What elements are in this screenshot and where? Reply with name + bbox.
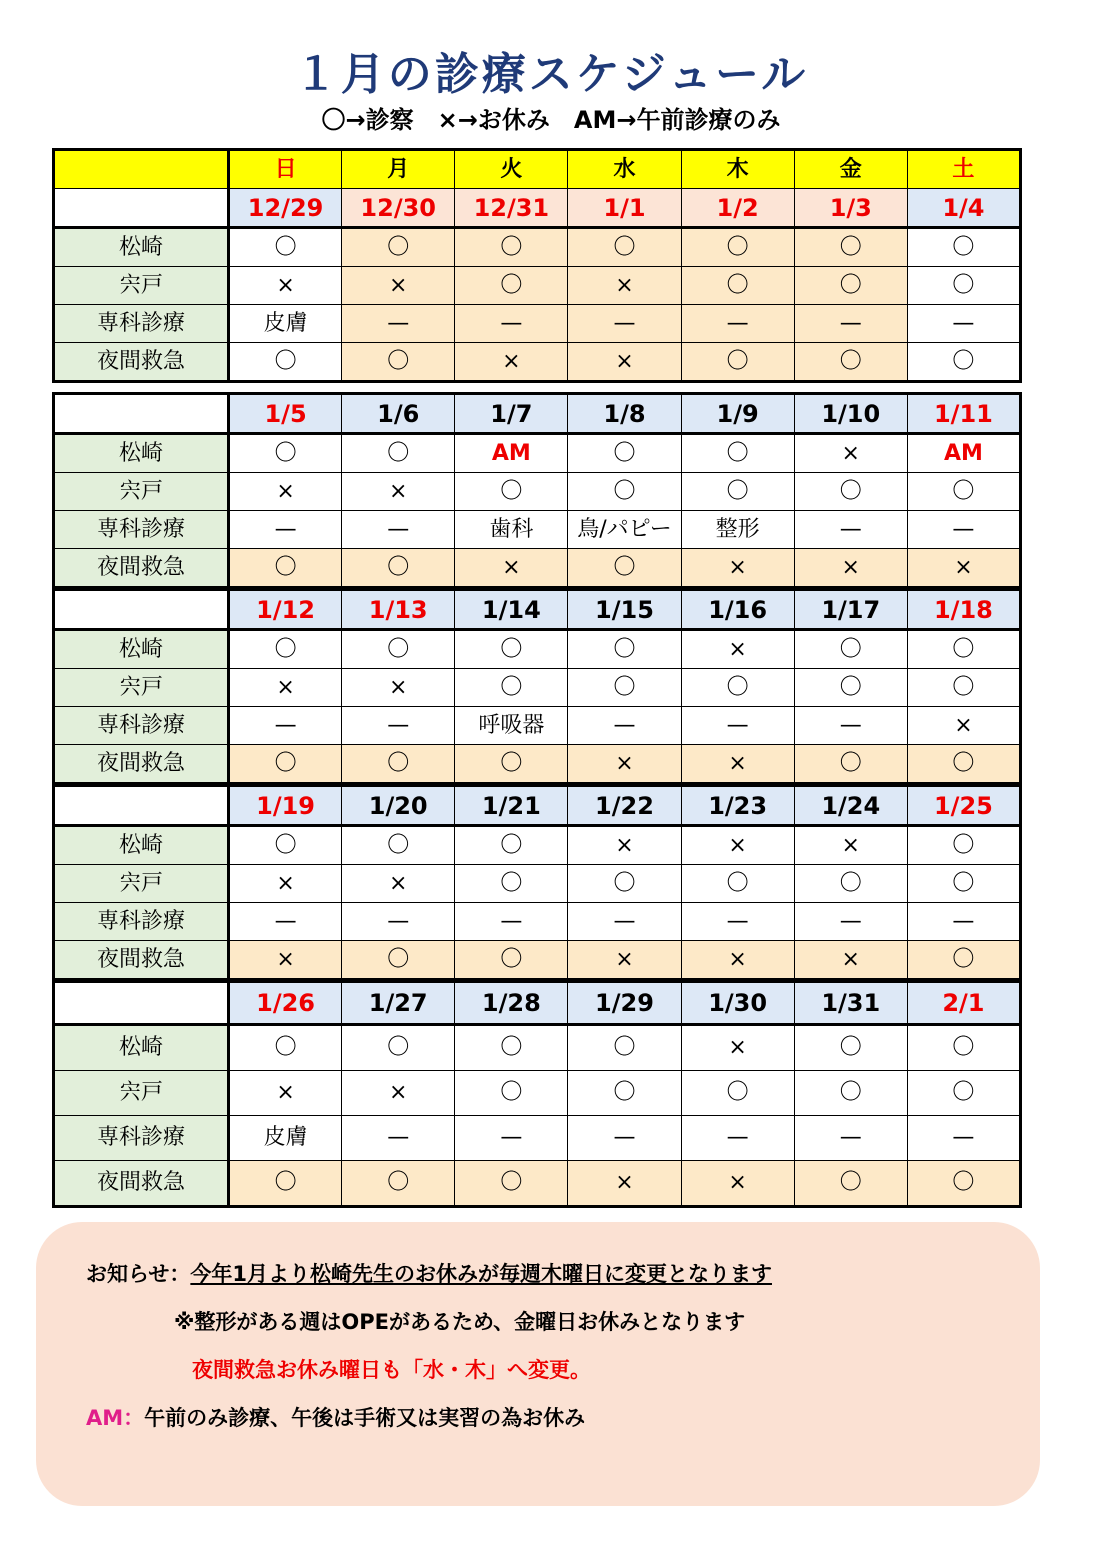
schedule-cell: 〇 [455, 267, 568, 305]
schedule-cell: 〇 [455, 941, 568, 980]
schedule-cell: — [229, 511, 342, 549]
schedule-cell: — [455, 1116, 568, 1161]
schedule-cell: × [342, 1071, 455, 1116]
schedule-cell: 〇 [455, 745, 568, 784]
weekday-wed: 水 [568, 150, 681, 189]
row-specialty [54, 305, 1021, 343]
date-cell: 1/30 [681, 982, 794, 1025]
schedule-cell: × [568, 826, 681, 865]
schedule-cell: — [229, 903, 342, 941]
row-matsuzaki [54, 228, 1021, 267]
schedule-cell: — [342, 511, 455, 549]
schedule-cell: 〇 [907, 745, 1020, 784]
schedule-cell: 〇 [681, 267, 794, 305]
schedule-cell: 〇 [342, 228, 455, 267]
row-label: 専科診療 [54, 1116, 229, 1161]
schedule-cell: — [455, 903, 568, 941]
row-shishido [54, 473, 1021, 511]
weekday-thu: 木 [681, 150, 794, 189]
schedule-cell: 〇 [455, 865, 568, 903]
schedule-cell: 〇 [794, 1071, 907, 1116]
schedule-cell: 歯科 [455, 511, 568, 549]
schedule-cell: 〇 [568, 549, 681, 588]
row-night-emergency [54, 941, 1021, 980]
row-matsuzaki [54, 826, 1021, 865]
schedule-cell: — [907, 1116, 1020, 1161]
notice-box [36, 1222, 1040, 1506]
date-cell: 1/1 [568, 189, 681, 228]
schedule-cell: 〇 [568, 630, 681, 669]
row-matsuzaki [54, 1025, 1021, 1071]
schedule-cell: 〇 [229, 1161, 342, 1207]
schedule-cell: × [794, 941, 907, 980]
schedule-cell: 〇 [455, 1161, 568, 1207]
schedule-cell: — [568, 305, 681, 343]
row-night-emergency [54, 745, 1021, 784]
schedule-cell: 〇 [455, 826, 568, 865]
schedule-cell: × [681, 630, 794, 669]
schedule-cell: — [342, 903, 455, 941]
schedule-cell: 〇 [342, 745, 455, 784]
schedule-cell: 〇 [229, 343, 342, 382]
row-specialty [54, 1116, 1021, 1161]
date-cell: 1/16 [681, 590, 794, 630]
schedule-cell: × [907, 707, 1020, 745]
notice-line-1 [86, 1258, 772, 1288]
row-specialty [54, 903, 1021, 941]
schedule-cell: 〇 [229, 1025, 342, 1071]
row-label: 松崎 [54, 826, 229, 865]
date-cell: 12/30 [342, 189, 455, 228]
weekday-header-row [54, 150, 1021, 189]
row-matsuzaki [54, 434, 1021, 473]
schedule-cell: 〇 [342, 549, 455, 588]
row-shishido [54, 267, 1021, 305]
row-label: 松崎 [54, 434, 229, 473]
date-cell: 1/2 [681, 189, 794, 228]
schedule-cell: 〇 [794, 343, 907, 382]
date-cell: 1/20 [342, 786, 455, 826]
am-text: 午前のみ診療、午後は手術又は実習の為お休み [144, 1406, 586, 1430]
schedule-cell: 〇 [907, 228, 1020, 267]
row-label: 夜間救急 [54, 549, 229, 588]
schedule-cell: 〇 [455, 1071, 568, 1116]
date-row [54, 982, 1021, 1025]
date-row [54, 394, 1021, 434]
schedule-cell: 〇 [455, 228, 568, 267]
date-cell: 1/29 [568, 982, 681, 1025]
schedule-cell: 〇 [229, 434, 342, 473]
row-label: 専科診療 [54, 511, 229, 549]
date-cell: 12/31 [455, 189, 568, 228]
row-shishido [54, 669, 1021, 707]
schedule-cell: AM [907, 434, 1020, 473]
schedule-cell: 〇 [568, 669, 681, 707]
date-cell: 1/28 [455, 982, 568, 1025]
schedule-cell: × [229, 865, 342, 903]
row-label: 宍戸 [54, 267, 229, 305]
date-label-cell [54, 982, 229, 1025]
schedule-cell: 〇 [681, 434, 794, 473]
date-cell: 12/29 [229, 189, 342, 228]
date-cell: 1/7 [455, 394, 568, 434]
row-shishido [54, 1071, 1021, 1116]
schedule-cell: 〇 [681, 865, 794, 903]
schedule-cell: 〇 [907, 865, 1020, 903]
schedule-cell: 〇 [794, 228, 907, 267]
schedule-cell: 〇 [342, 1161, 455, 1207]
date-cell: 1/15 [568, 590, 681, 630]
schedule-cell: 整形 [681, 511, 794, 549]
schedule-cell: 〇 [907, 1161, 1020, 1207]
row-label: 専科診療 [54, 903, 229, 941]
row-night-emergency [54, 549, 1021, 588]
schedule-cell: — [568, 903, 681, 941]
schedule-cell: — [907, 305, 1020, 343]
row-shishido [54, 865, 1021, 903]
schedule-cell: 〇 [681, 669, 794, 707]
schedule-cell: × [794, 549, 907, 588]
notice-line-2: ※整形がある週はOPEがあるため、金曜日お休みとなります [174, 1310, 746, 1334]
schedule-cell: × [455, 343, 568, 382]
schedule-cell: 〇 [681, 343, 794, 382]
schedule-cell: — [342, 1116, 455, 1161]
date-cell: 1/22 [568, 786, 681, 826]
schedule-cell: 〇 [907, 630, 1020, 669]
weekday-tue: 火 [455, 150, 568, 189]
schedule-cell: × [455, 549, 568, 588]
schedule-cell: 〇 [342, 826, 455, 865]
row-label: 宍戸 [54, 1071, 229, 1116]
schedule-cell: 〇 [907, 473, 1020, 511]
schedule-cell: 〇 [568, 1071, 681, 1116]
schedule-cell: 〇 [794, 267, 907, 305]
date-cell: 1/13 [342, 590, 455, 630]
schedule-cell: × [681, 745, 794, 784]
row-specialty [54, 511, 1021, 549]
date-cell: 1/26 [229, 982, 342, 1025]
date-cell: 1/27 [342, 982, 455, 1025]
schedule-cell: 〇 [907, 941, 1020, 980]
schedule-cell: × [342, 865, 455, 903]
legend-text: 〇→診察 ×→お休み AM→午前診療のみ [321, 106, 781, 134]
schedule-cell: — [229, 707, 342, 745]
schedule-cell: 〇 [455, 1025, 568, 1071]
schedule-cell: — [342, 305, 455, 343]
date-cell: 1/4 [907, 189, 1020, 228]
row-matsuzaki [54, 630, 1021, 669]
schedule-cell: × [794, 434, 907, 473]
schedule-cell: 〇 [794, 669, 907, 707]
schedule-cell: 〇 [568, 228, 681, 267]
schedule-cell: 〇 [342, 434, 455, 473]
schedule-cell: 〇 [229, 745, 342, 784]
date-cell: 1/12 [229, 590, 342, 630]
row-label: 松崎 [54, 1025, 229, 1071]
schedule-cell: — [568, 707, 681, 745]
schedule-cell: 〇 [229, 826, 342, 865]
notice-am-line [86, 1402, 585, 1432]
schedule-cell: 〇 [907, 826, 1020, 865]
date-cell: 1/3 [794, 189, 907, 228]
schedule-cell: 〇 [229, 630, 342, 669]
am-label: AM： [86, 1406, 145, 1430]
date-cell: 1/11 [907, 394, 1020, 434]
schedule-cell: 〇 [455, 669, 568, 707]
corner-cell [54, 150, 229, 189]
schedule-cell: × [568, 343, 681, 382]
schedule-cell: — [681, 1116, 794, 1161]
date-label-cell [54, 394, 229, 434]
schedule-cell: × [568, 1161, 681, 1207]
schedule-cell: × [681, 941, 794, 980]
schedule-cell: — [681, 903, 794, 941]
row-specialty [54, 707, 1021, 745]
schedule-cell: × [229, 473, 342, 511]
date-cell: 1/17 [794, 590, 907, 630]
page-title: １月の診療スケジュール [293, 49, 809, 100]
row-label: 松崎 [54, 228, 229, 267]
schedule-cell: 〇 [794, 473, 907, 511]
weekday-sun: 日 [229, 150, 342, 189]
date-cell: 1/19 [229, 786, 342, 826]
weekday-fri: 金 [794, 150, 907, 189]
date-cell: 1/23 [681, 786, 794, 826]
schedule-cell: — [794, 305, 907, 343]
schedule-cell: 〇 [342, 630, 455, 669]
notice-main-text: 今年1月より松崎先生のお休みが毎週木曜日に変更となります [190, 1262, 772, 1286]
schedule-cell: 〇 [568, 865, 681, 903]
schedule-cell: 〇 [455, 630, 568, 669]
schedule-cell: × [568, 267, 681, 305]
row-night-emergency [54, 1161, 1021, 1207]
schedule-cell: — [681, 305, 794, 343]
schedule-cell: 〇 [907, 1071, 1020, 1116]
schedule-cell: × [568, 745, 681, 784]
date-cell: 1/5 [229, 394, 342, 434]
schedule-cell: 〇 [229, 228, 342, 267]
schedule-cell: 〇 [907, 343, 1020, 382]
row-label: 宍戸 [54, 669, 229, 707]
schedule-cell: × [342, 473, 455, 511]
schedule-cell: 〇 [907, 1025, 1020, 1071]
date-cell: 1/18 [907, 590, 1020, 630]
row-night-emergency [54, 343, 1021, 382]
schedule-cell: 〇 [794, 630, 907, 669]
schedule-cell: — [794, 903, 907, 941]
schedule-week-4 [52, 784, 1022, 981]
date-cell: 2/1 [907, 982, 1020, 1025]
schedule-cell: — [794, 511, 907, 549]
date-cell: 1/10 [794, 394, 907, 434]
schedule-cell: 〇 [342, 941, 455, 980]
schedule-cell: 〇 [681, 473, 794, 511]
schedule-cell: × [568, 941, 681, 980]
schedule-week-2 [52, 392, 1022, 589]
schedule-cell: × [229, 669, 342, 707]
schedule-cell: 〇 [342, 1025, 455, 1071]
schedule-cell: × [342, 267, 455, 305]
schedule-cell: 鳥/パピー [568, 511, 681, 549]
schedule-cell: 呼吸器 [455, 707, 568, 745]
schedule-cell: — [907, 511, 1020, 549]
schedule-cell: × [681, 826, 794, 865]
schedule-cell: 〇 [568, 434, 681, 473]
schedule-cell: — [342, 707, 455, 745]
schedule-cell: × [229, 267, 342, 305]
row-label: 宍戸 [54, 865, 229, 903]
schedule-cell: × [229, 941, 342, 980]
date-cell: 1/21 [455, 786, 568, 826]
schedule-cell: AM [455, 434, 568, 473]
schedule-cell: 〇 [794, 1161, 907, 1207]
schedule-cell: 皮膚 [229, 305, 342, 343]
row-label: 専科診療 [54, 305, 229, 343]
schedule-cell: 〇 [907, 267, 1020, 305]
schedule-week-3 [52, 588, 1022, 785]
row-label: 夜間救急 [54, 745, 229, 784]
row-label: 宍戸 [54, 473, 229, 511]
date-cell: 1/24 [794, 786, 907, 826]
date-cell: 1/14 [455, 590, 568, 630]
schedule-cell: × [681, 1161, 794, 1207]
notice-line-3: 夜間救急お休み曜日も「水・木」へ変更。 [192, 1358, 591, 1382]
date-cell: 1/25 [907, 786, 1020, 826]
schedule-cell: 〇 [794, 1025, 907, 1071]
row-label: 夜間救急 [54, 343, 229, 382]
schedule-cell: 〇 [229, 549, 342, 588]
date-cell: 1/8 [568, 394, 681, 434]
schedule-cell: × [229, 1071, 342, 1116]
row-label: 夜間救急 [54, 1161, 229, 1207]
schedule-cell: 〇 [681, 1071, 794, 1116]
date-cell: 1/31 [794, 982, 907, 1025]
schedule-cell: 〇 [794, 865, 907, 903]
schedule-week-1 [52, 148, 1022, 383]
schedule-cell: 〇 [568, 1025, 681, 1071]
schedule-cell: × [681, 1025, 794, 1071]
date-cell: 1/6 [342, 394, 455, 434]
schedule-cell: 皮膚 [229, 1116, 342, 1161]
schedule-cell: 〇 [681, 228, 794, 267]
schedule-cell: — [794, 1116, 907, 1161]
date-label-cell [54, 786, 229, 826]
schedule-cell: × [794, 826, 907, 865]
schedule-cell: 〇 [342, 343, 455, 382]
date-label-cell [54, 189, 229, 228]
date-row [54, 590, 1021, 630]
schedule-cell: 〇 [907, 669, 1020, 707]
row-label: 松崎 [54, 630, 229, 669]
schedule-cell: 〇 [568, 473, 681, 511]
schedule-cell: × [342, 669, 455, 707]
date-label-cell [54, 590, 229, 630]
row-label: 夜間救急 [54, 941, 229, 980]
schedule-cell: 〇 [794, 745, 907, 784]
weekday-sat: 土 [907, 150, 1020, 189]
schedule-cell: — [907, 903, 1020, 941]
schedule-cell: 〇 [455, 473, 568, 511]
date-row [54, 189, 1021, 228]
notice-label: お知らせ： [86, 1262, 191, 1286]
schedule-cell: — [568, 1116, 681, 1161]
schedule-cell: × [681, 549, 794, 588]
weekday-mon: 月 [342, 150, 455, 189]
schedule-cell: × [907, 549, 1020, 588]
schedule-cell: — [455, 305, 568, 343]
row-label: 専科診療 [54, 707, 229, 745]
date-cell: 1/9 [681, 394, 794, 434]
schedule-week-5 [52, 980, 1022, 1208]
schedule-cell: — [681, 707, 794, 745]
date-row [54, 786, 1021, 826]
schedule-cell: — [794, 707, 907, 745]
